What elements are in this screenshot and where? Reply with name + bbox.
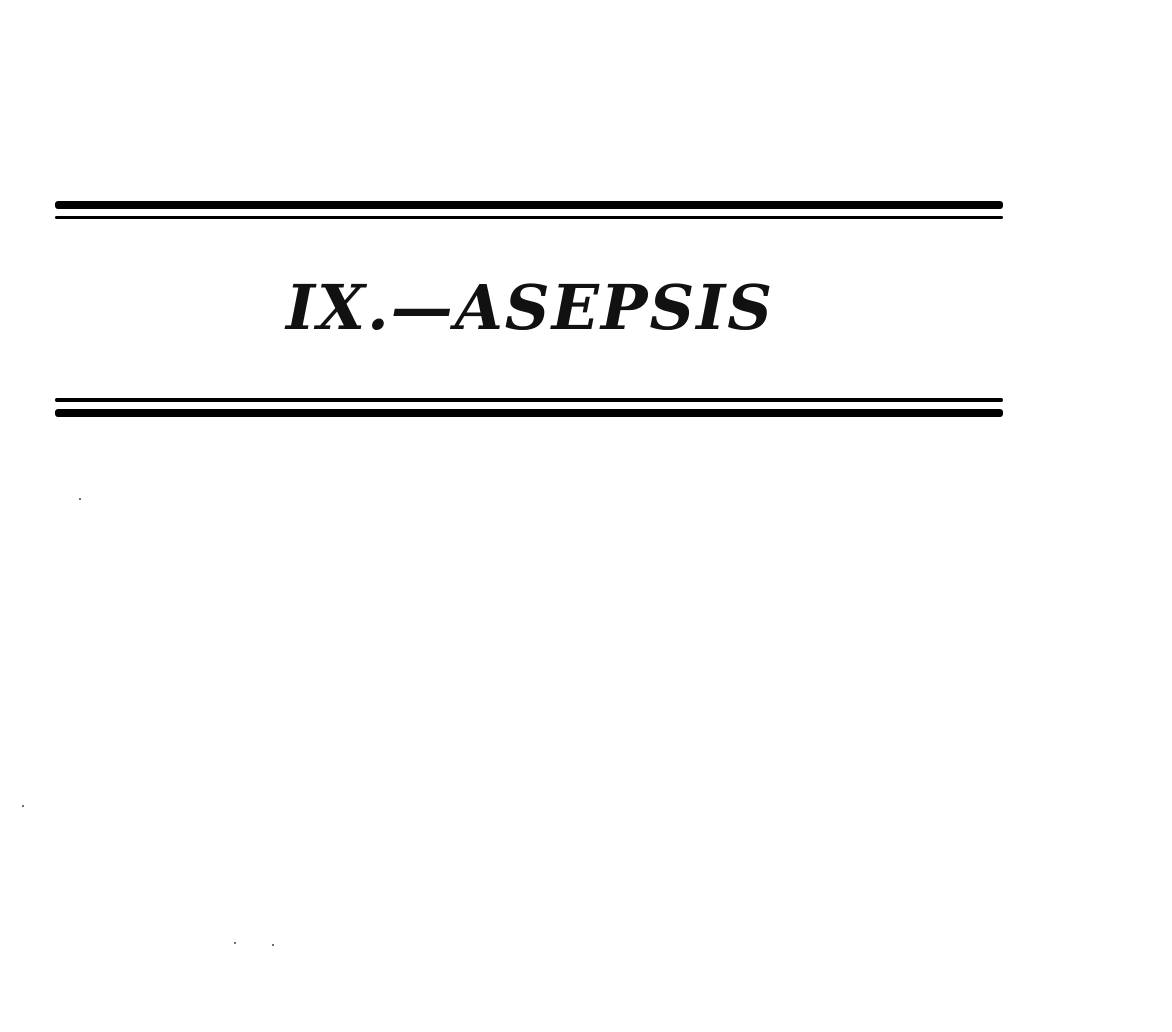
scan-speck xyxy=(22,805,24,807)
top-thin-rule xyxy=(55,216,1003,219)
scan-speck xyxy=(272,944,274,946)
chapter-title: IX.—ASEPSIS xyxy=(286,271,774,344)
scan-speck xyxy=(234,942,236,944)
scan-speck xyxy=(79,498,81,500)
bottom-thick-rule xyxy=(55,409,1003,417)
bottom-thin-rule xyxy=(55,398,1003,402)
top-thick-rule xyxy=(55,201,1003,209)
